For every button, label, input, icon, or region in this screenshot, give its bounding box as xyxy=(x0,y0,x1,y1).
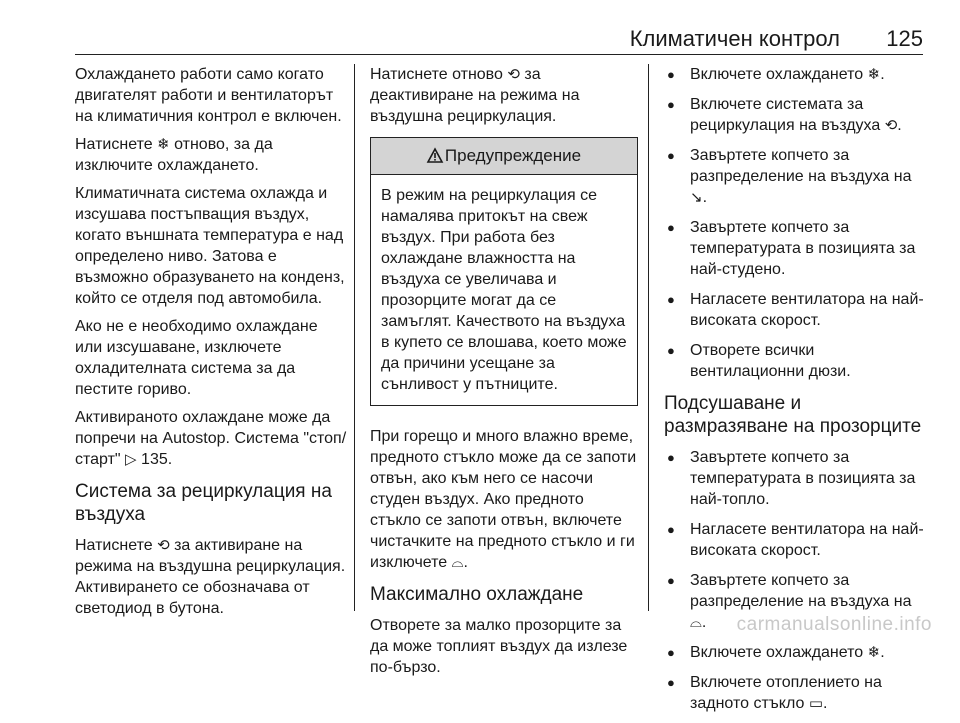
windshield-defrost-icon: ⌓ xyxy=(451,553,464,571)
paragraph: Активираното охлаждане може да попречи на Autostop. Система "стоп/старт" ▷ 135. xyxy=(75,409,347,468)
section-heading: Подсушаване и размразяване на прозорците xyxy=(664,393,922,437)
list-item: ● Нагласете вентилатора на най-високата скорост. xyxy=(664,289,926,331)
recirculation-icon: ⟲ xyxy=(884,116,898,134)
paragraph: Натиснете ⟲ за активиране на режима на въздушна рециркулация. Активирането се обозначава от светодиод в бутона. xyxy=(75,536,346,617)
list-item: ● Нагласете вентилатора на най-високата скорост. xyxy=(664,519,926,561)
watermark: carmanualsonline.info xyxy=(736,614,932,635)
page-number: 125 xyxy=(886,26,923,51)
column-1 xyxy=(75,64,347,626)
footwell-airflow-icon: ↘ xyxy=(690,188,703,206)
paragraph: Климатичната система охлажда и изсушава постъпващия въздух, когато външната температура е над определено ниво. Затова е възможно образуването на конденз, който се отделя под автомобила. xyxy=(75,185,345,307)
windshield-defrost-icon: ⌓ xyxy=(690,613,702,631)
column-divider-1 xyxy=(354,64,355,611)
paragraph: Охлаждането работи само когато двигателят работи и вентилаторът на климатичния контрол е включен. xyxy=(75,66,342,125)
warning-box xyxy=(370,137,638,406)
warning-title: Предупреждение xyxy=(444,146,582,165)
paragraph: Ако не е необходимо охлаждане или изсушаване, изключете охладителната система за да пестите гориво. xyxy=(75,318,318,398)
paragraph: Натиснете ❄ отново, за да изключите охлаждането. xyxy=(75,135,273,174)
reference-arrow-icon: ▷ xyxy=(125,450,137,468)
list-item: ● Завъртете копчето за разпределение на въздуха на ↘. xyxy=(664,145,926,208)
recirculation-icon: ⟲ xyxy=(157,536,170,554)
paragraph: Натиснете отново ⟲ за деактивиране на режима на въздушна рециркулация. xyxy=(370,65,580,125)
paragraph: Отворете за малко прозорците за да може топлият въздух да излезе по-бързо. xyxy=(370,617,628,676)
rear-window-heating-icon: ▭ xyxy=(808,694,823,712)
warning-header xyxy=(371,138,637,175)
page-header xyxy=(0,0,960,62)
section-heading: Максимално охлаждане xyxy=(370,584,584,605)
column-2 xyxy=(370,64,638,685)
list-item: ● Включете системата за рециркулация на въздуха ⟲. xyxy=(664,94,926,136)
snowflake-icon: ❄ xyxy=(867,65,881,83)
list-item: ● Включете охлаждането ❄. xyxy=(664,642,926,663)
column-divider-2 xyxy=(648,64,649,611)
warning-icon xyxy=(427,148,443,163)
list-item: ● Завъртете копчето за температурата в позицията за най-топло. xyxy=(664,447,926,510)
page-title: Климатичен контрол xyxy=(629,26,840,51)
warning-text: В режим на рециркулация се намалява притокът на свеж въздух. При работа без охлаждане влажността на въздуха се увеличава и прозорците могат да се замъглят. Качеството на въздуха в купето се влошава, което може да причини усещане за сънливост у пътниците. xyxy=(381,187,627,393)
recirculation-icon: ⟲ xyxy=(507,65,520,83)
snowflake-icon: ❄ xyxy=(867,643,881,661)
list-item: ● Завъртете копчето за температурата в позицията за най-студено. xyxy=(664,217,926,280)
snowflake-icon: ❄ xyxy=(157,135,170,153)
section-heading: Система за рециркулация на въздуха xyxy=(75,481,332,525)
list-item: ● Включете отоплението на задното стъкло ▭. xyxy=(664,672,926,714)
list-item: ● Отворете всички вентилационни дюзи. xyxy=(664,340,926,382)
bullet-list xyxy=(664,447,926,714)
bullet-list xyxy=(664,64,926,382)
list-item: ● Включете охлаждането ❄. xyxy=(664,64,926,85)
list-item: ● Завъртете копчето за разпределение на въздуха на ⌓. xyxy=(664,570,926,633)
header-divider xyxy=(75,54,923,55)
paragraph: При горещо и много влажно време, предното стъкло може да се запоти отвън, ако към него се насочи студен въздух. Ако предното стъкло се запоти отвън, включете чистачките на предното стъкло и ги изключете ⌓. xyxy=(370,428,637,571)
